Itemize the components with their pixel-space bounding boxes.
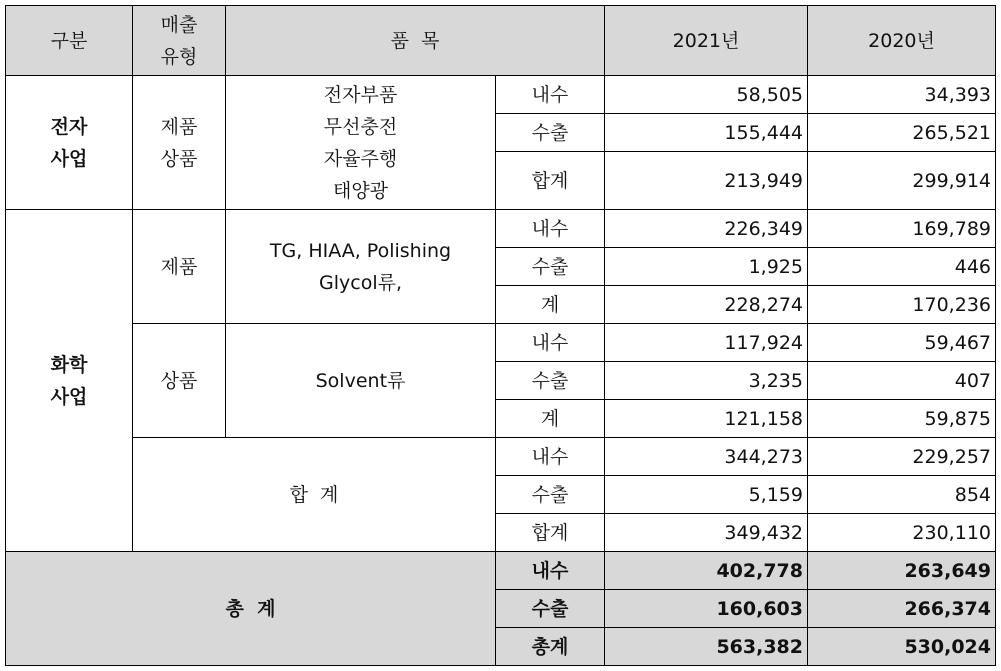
value-2020: 266,374 [808, 590, 996, 628]
value-2020: 854 [808, 476, 996, 514]
value-2021: 226,349 [605, 210, 808, 248]
grand-total-row [6, 552, 996, 590]
header-division: 구분 [6, 6, 133, 76]
chemical-merchandise-item: Solvent류 [226, 324, 496, 438]
row-type: 내수 [496, 76, 605, 114]
grand-total-label: 총 계 [6, 552, 496, 666]
value-2021: 117,924 [605, 324, 808, 362]
row-type: 수출 [496, 114, 605, 152]
header-sales-type-line2: 유형 [160, 45, 198, 68]
row-type: 합계 [496, 514, 605, 552]
division-electronics [6, 76, 133, 210]
sales-table-container [5, 5, 996, 666]
row-type: 합계 [496, 152, 605, 210]
row-type: 내수 [496, 210, 605, 248]
value-2021: 1,925 [605, 248, 808, 286]
electronics-sales-type-line2: 상품 [160, 147, 198, 170]
row-type: 계 [496, 286, 605, 324]
division-electronics-line1: 전자 [50, 115, 88, 138]
division-chemical-line1: 화학 [50, 353, 88, 376]
value-2021: 228,274 [605, 286, 808, 324]
value-2021: 213,949 [605, 152, 808, 210]
chemical-merchandise-sales-type: 상품 [133, 324, 226, 438]
table-row [6, 438, 996, 476]
value-2020: 59,875 [808, 400, 996, 438]
value-2020: 34,393 [808, 76, 996, 114]
electronics-items [226, 76, 496, 210]
electronics-item: 태양광 [332, 179, 389, 202]
sales-table [5, 5, 996, 666]
chemical-product-items [226, 210, 496, 324]
header-year-2021: 2021년 [605, 6, 808, 76]
value-2020: 59,467 [808, 324, 996, 362]
value-2020: 530,024 [808, 628, 996, 666]
value-2020: 229,257 [808, 438, 996, 476]
header-year-2020: 2020년 [808, 6, 996, 76]
table-row [6, 76, 996, 114]
chemical-product-item: Glycol류, [319, 271, 402, 294]
value-2020: 299,914 [808, 152, 996, 210]
table-row [6, 210, 996, 248]
row-type: 수출 [496, 362, 605, 400]
electronics-sales-type [133, 76, 226, 210]
value-2021: 121,158 [605, 400, 808, 438]
chemical-product-sales-type: 제품 [133, 210, 226, 324]
chemical-product-item: TG, HIAA, Polishing [269, 239, 452, 262]
division-chemical-line2: 사업 [50, 385, 88, 408]
table-row [6, 324, 996, 362]
value-2021: 3,235 [605, 362, 808, 400]
electronics-sales-type-line1: 제품 [160, 115, 198, 138]
value-2021: 563,382 [605, 628, 808, 666]
division-chemical [6, 210, 133, 552]
row-type: 수출 [496, 248, 605, 286]
header-row [6, 6, 996, 76]
row-type: 수출 [496, 476, 605, 514]
header-sales-type-line1: 매출 [160, 13, 198, 36]
value-2020: 407 [808, 362, 996, 400]
value-2021: 349,432 [605, 514, 808, 552]
electronics-item: 전자부품 [323, 83, 398, 106]
value-2020: 265,521 [808, 114, 996, 152]
row-type: 내수 [496, 324, 605, 362]
value-2021: 402,778 [605, 552, 808, 590]
row-type: 내수 [496, 552, 605, 590]
row-type: 수출 [496, 590, 605, 628]
value-2021: 58,505 [605, 76, 808, 114]
row-type: 계 [496, 400, 605, 438]
value-2020: 169,789 [808, 210, 996, 248]
value-2020: 263,649 [808, 552, 996, 590]
value-2020: 230,110 [808, 514, 996, 552]
division-electronics-line2: 사업 [50, 147, 88, 170]
electronics-item: 무선충전 [323, 115, 398, 138]
header-sales-type [133, 6, 226, 76]
value-2020: 170,236 [808, 286, 996, 324]
header-item: 품 목 [226, 6, 605, 76]
value-2021: 5,159 [605, 476, 808, 514]
chemical-subtotal-label: 합 계 [133, 438, 496, 552]
value-2020: 446 [808, 248, 996, 286]
row-type: 총계 [496, 628, 605, 666]
row-type: 내수 [496, 438, 605, 476]
electronics-item: 자율주행 [323, 147, 398, 170]
value-2021: 344,273 [605, 438, 808, 476]
value-2021: 155,444 [605, 114, 808, 152]
value-2021: 160,603 [605, 590, 808, 628]
